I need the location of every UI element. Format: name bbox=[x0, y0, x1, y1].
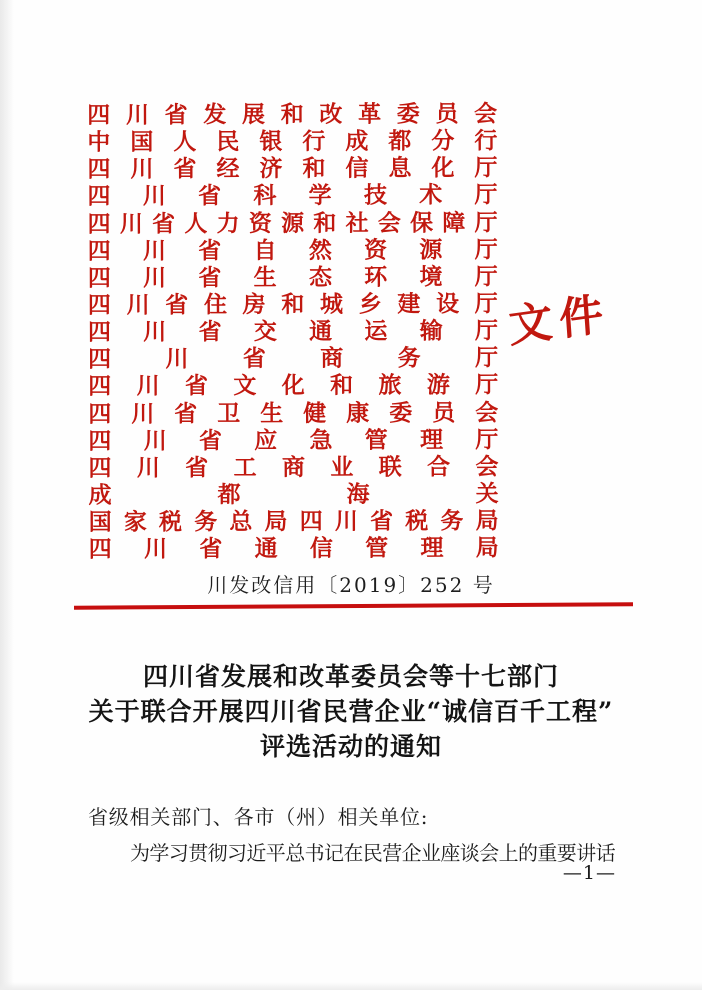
department-char: 四 bbox=[87, 237, 111, 265]
department-char: 四 bbox=[87, 210, 111, 238]
department-char: 局 bbox=[264, 508, 288, 536]
department-char: 川 bbox=[126, 291, 150, 319]
department-row-8 bbox=[88, 290, 498, 319]
department-char: 省 bbox=[369, 507, 394, 535]
department-char: 生 bbox=[260, 399, 284, 427]
department-char: 保 bbox=[410, 209, 434, 237]
department-char: 成 bbox=[345, 127, 369, 156]
department-char: 厅 bbox=[474, 263, 498, 291]
department-char: 和 bbox=[302, 155, 326, 183]
department-char: 分 bbox=[431, 127, 455, 155]
department-char: 生 bbox=[253, 263, 277, 292]
department-char: 和 bbox=[313, 209, 337, 237]
department-char: 济 bbox=[259, 155, 283, 183]
department-char: 住 bbox=[203, 291, 228, 319]
department-char: 委 bbox=[389, 399, 413, 427]
department-char: 信 bbox=[345, 155, 369, 183]
department-char: 学 bbox=[308, 182, 332, 210]
department-char: 川 bbox=[143, 427, 167, 455]
department-char: 社 bbox=[345, 209, 369, 237]
department-char: 然 bbox=[308, 236, 332, 264]
department-char: 联 bbox=[378, 453, 402, 481]
department-char: 业 bbox=[330, 453, 354, 481]
department-char: 厅 bbox=[474, 236, 498, 264]
department-char: 川 bbox=[165, 345, 189, 373]
department-char: 四 bbox=[87, 318, 112, 346]
department-char: 员 bbox=[435, 100, 459, 128]
department-char: 总 bbox=[229, 508, 253, 536]
department-char: 健 bbox=[303, 399, 327, 427]
department-char: 和 bbox=[280, 101, 304, 129]
department-char: 国 bbox=[130, 128, 154, 156]
department-char: 四 bbox=[88, 400, 112, 428]
department-char: 卫 bbox=[217, 399, 241, 427]
department-row-1 bbox=[87, 100, 497, 129]
department-char: 银 bbox=[259, 128, 283, 156]
department-char: 四 bbox=[87, 155, 111, 184]
department-char: 四 bbox=[299, 508, 323, 536]
department-char: 运 bbox=[364, 317, 388, 345]
department-char: 管 bbox=[365, 534, 389, 563]
department-char: 四 bbox=[88, 535, 112, 564]
scan-edge-bottom bbox=[0, 982, 702, 990]
scan-edge-left bbox=[0, 0, 14, 990]
department-char: 输 bbox=[419, 317, 443, 345]
department-char: 四 bbox=[88, 427, 112, 455]
department-char: 力 bbox=[216, 209, 240, 237]
department-char: 障 bbox=[442, 209, 466, 237]
department-char: 川 bbox=[136, 454, 160, 482]
department-char: 厅 bbox=[474, 290, 498, 318]
department-char: 通 bbox=[254, 535, 278, 563]
department-char: 游 bbox=[426, 371, 450, 400]
department-char: 资 bbox=[364, 236, 388, 264]
department-char: 工 bbox=[233, 454, 257, 482]
department-list bbox=[87, 100, 499, 563]
department-char: 省 bbox=[198, 264, 222, 292]
department-char: 通 bbox=[309, 318, 333, 346]
department-char: 商 bbox=[320, 345, 344, 373]
department-char: 省 bbox=[174, 399, 198, 428]
department-char: 都 bbox=[217, 481, 241, 509]
department-row-7 bbox=[88, 263, 498, 292]
department-row-6 bbox=[88, 236, 498, 265]
department-char: 国 bbox=[88, 508, 112, 536]
department-char: 厅 bbox=[475, 371, 499, 399]
department-char: 合 bbox=[427, 453, 451, 481]
department-char: 经 bbox=[216, 155, 240, 183]
department-char: 务 bbox=[397, 344, 421, 372]
department-char: 厅 bbox=[474, 317, 499, 345]
body-first-line: 为学习贯彻习近平总书记在民营企业座谈会上的重要讲话 bbox=[130, 841, 615, 865]
department-row-13 bbox=[88, 426, 498, 455]
department-char: 局 bbox=[475, 507, 499, 535]
department-char: 厅 bbox=[474, 181, 498, 209]
department-char: 境 bbox=[419, 263, 443, 291]
department-char: 委 bbox=[396, 100, 420, 128]
title-line-3: 评选活动的通知 bbox=[259, 732, 442, 761]
department-row-3 bbox=[87, 155, 497, 184]
department-char: 省 bbox=[198, 426, 222, 455]
department-char: 省 bbox=[198, 318, 222, 346]
department-char: 省 bbox=[164, 101, 188, 129]
department-row-2 bbox=[87, 127, 497, 156]
department-char: 理 bbox=[420, 426, 444, 454]
department-char: 川 bbox=[130, 155, 154, 183]
department-row-10 bbox=[88, 345, 498, 374]
department-char: 行 bbox=[474, 127, 498, 155]
department-char: 理 bbox=[420, 534, 444, 562]
department-char: 关 bbox=[475, 480, 499, 508]
department-char: 川 bbox=[143, 264, 167, 292]
department-char: 局 bbox=[475, 534, 499, 562]
department-char: 四 bbox=[87, 291, 111, 319]
title-line-1: 四川省发展和改革委员会等十七部门 bbox=[142, 662, 559, 691]
department-char: 川 bbox=[119, 210, 143, 238]
department-char: 文 bbox=[233, 372, 257, 400]
department-char: 城 bbox=[319, 290, 344, 318]
department-char: 都 bbox=[388, 127, 412, 155]
department-char: 和 bbox=[281, 291, 305, 319]
department-char: 息 bbox=[388, 154, 412, 183]
department-char: 省 bbox=[152, 210, 176, 238]
department-char: 建 bbox=[397, 290, 421, 318]
department-char: 四 bbox=[87, 101, 111, 129]
page-number: —1— bbox=[562, 862, 616, 884]
department-row-17 bbox=[89, 535, 499, 564]
department-char: 四 bbox=[87, 264, 111, 292]
department-char: 乡 bbox=[358, 290, 382, 318]
department-char: 房 bbox=[242, 291, 266, 319]
department-row-5 bbox=[88, 209, 498, 238]
department-char: 源 bbox=[419, 236, 443, 264]
department-char: 省 bbox=[173, 155, 197, 183]
department-char: 川 bbox=[142, 237, 167, 265]
department-char: 省 bbox=[199, 535, 223, 563]
department-row-14 bbox=[88, 453, 498, 482]
department-char: 省 bbox=[198, 182, 222, 210]
red-separator-line bbox=[74, 602, 633, 609]
department-char: 革 bbox=[358, 100, 382, 128]
department-char: 川 bbox=[125, 101, 149, 129]
department-char: 四 bbox=[88, 345, 112, 374]
department-char: 管 bbox=[364, 426, 388, 454]
department-char: 环 bbox=[364, 263, 388, 291]
department-char: 科 bbox=[253, 182, 277, 210]
document-number: 川发改信用〔2019〕252 号 bbox=[207, 573, 495, 597]
department-char: 和 bbox=[330, 372, 354, 400]
department-char: 自 bbox=[253, 236, 277, 264]
department-char: 员 bbox=[432, 399, 456, 427]
title-line-2: 关于联合开展四川省民营企业“诚信百千工程” bbox=[88, 697, 614, 726]
department-char: 税 bbox=[158, 508, 183, 536]
department-char: 资 bbox=[248, 209, 272, 237]
department-char: 川 bbox=[334, 507, 358, 536]
department-char: 省 bbox=[198, 237, 222, 265]
department-char: 务 bbox=[194, 508, 218, 536]
department-char: 技 bbox=[363, 182, 387, 210]
department-char: 厅 bbox=[474, 344, 499, 372]
department-row-4 bbox=[87, 182, 497, 211]
department-char: 行 bbox=[302, 128, 326, 156]
department-char: 税 bbox=[405, 507, 429, 535]
department-char: 急 bbox=[309, 426, 333, 454]
department-char: 川 bbox=[143, 318, 167, 346]
department-char: 化 bbox=[431, 154, 455, 182]
department-char: 人 bbox=[173, 128, 197, 156]
department-char: 会 bbox=[377, 209, 401, 237]
department-char: 中 bbox=[87, 128, 111, 156]
department-row-15 bbox=[89, 480, 499, 509]
department-char: 态 bbox=[308, 263, 332, 291]
department-char: 省 bbox=[165, 291, 189, 319]
department-char: 商 bbox=[281, 453, 306, 481]
department-char: 会 bbox=[474, 100, 498, 128]
department-char: 省 bbox=[242, 345, 266, 373]
department-row-11 bbox=[88, 372, 498, 401]
department-char: 化 bbox=[281, 372, 305, 400]
department-row-12 bbox=[88, 399, 498, 428]
department-char: 厅 bbox=[475, 426, 499, 454]
department-char: 海 bbox=[346, 480, 370, 508]
department-char: 川 bbox=[142, 182, 166, 211]
department-char: 旅 bbox=[378, 372, 402, 400]
department-char: 会 bbox=[475, 398, 499, 426]
department-char: 民 bbox=[216, 128, 240, 156]
department-row-16 bbox=[89, 507, 499, 536]
department-char: 厅 bbox=[474, 154, 498, 182]
department-char: 四 bbox=[87, 183, 111, 211]
document-stamp-label: 文件 bbox=[507, 287, 612, 354]
department-char: 厅 bbox=[474, 208, 498, 236]
salutation-line: 省级相关部门、各市（州）相关单位: bbox=[88, 805, 429, 829]
department-char: 应 bbox=[254, 426, 278, 454]
department-char: 康 bbox=[346, 399, 370, 427]
document-title bbox=[0, 659, 702, 764]
department-char: 改 bbox=[319, 100, 343, 128]
department-char: 省 bbox=[185, 454, 209, 482]
department-char: 四 bbox=[88, 373, 112, 401]
department-char: 四 bbox=[88, 454, 112, 482]
department-char: 务 bbox=[440, 507, 464, 535]
department-row-9 bbox=[88, 317, 498, 346]
department-char: 术 bbox=[419, 181, 443, 210]
department-char: 交 bbox=[253, 318, 277, 346]
department-char: 成 bbox=[88, 481, 112, 509]
department-char: 会 bbox=[475, 453, 499, 481]
department-char: 人 bbox=[184, 209, 208, 238]
department-char: 川 bbox=[143, 535, 168, 563]
department-char: 信 bbox=[309, 535, 333, 563]
department-char: 发 bbox=[203, 101, 227, 129]
department-char: 川 bbox=[136, 372, 160, 401]
department-char: 展 bbox=[241, 101, 266, 129]
department-char: 设 bbox=[436, 290, 460, 318]
department-char: 源 bbox=[281, 209, 305, 237]
department-char: 家 bbox=[123, 508, 147, 536]
department-char: 川 bbox=[131, 400, 155, 428]
department-char: 省 bbox=[184, 372, 208, 400]
